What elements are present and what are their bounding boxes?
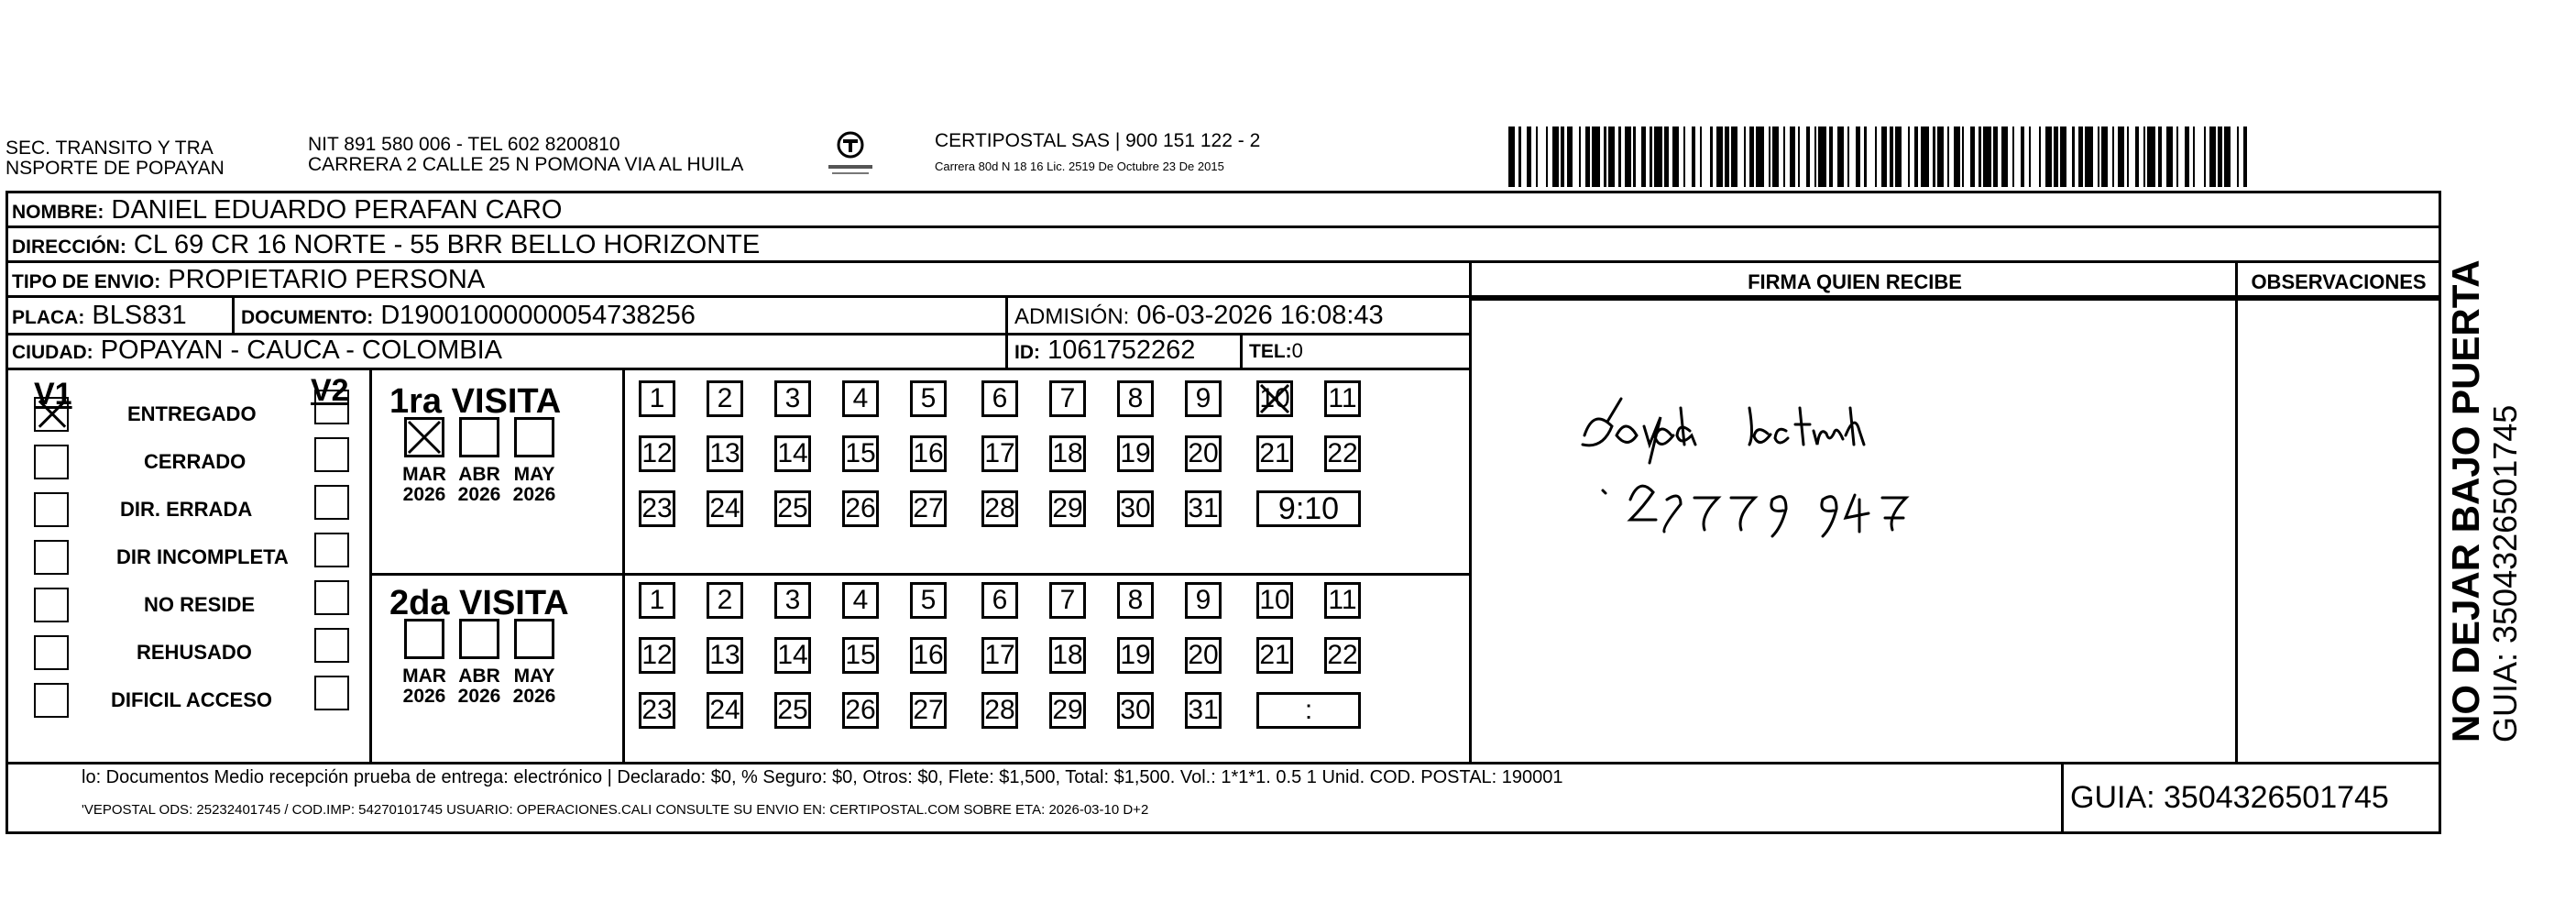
visit1-day-11[interactable] — [1324, 380, 1361, 417]
day-number: 30 — [1120, 695, 1151, 725]
day-number: 5 — [920, 383, 937, 413]
barcode-bar — [1608, 126, 1615, 187]
day-number: 17 — [984, 640, 1015, 670]
visit2-day-17[interactable] — [981, 637, 1018, 674]
sender-line-2: NSPORTE DE POPAYAN — [5, 158, 225, 179]
footer-line-1: lo: Documentos Medio recepción prueba de entrega: electrónico | Declarado: $0, % Seguro: $0, Otros: $0, Flete: $1,500, Total: $1,500. Vol.: 1*1*1. 0.5 1 Unid. COD. POSTAL: 190001 — [82, 767, 1563, 787]
barcode-bar — [2031, 126, 2039, 187]
month-year: 2026 — [402, 686, 446, 707]
visit1-day-24[interactable] — [707, 490, 743, 527]
status-label-cerrado: CERRADO — [144, 450, 247, 473]
direccion-row — [8, 228, 2439, 263]
firma-label: FIRMA QUIEN RECIBE — [1748, 270, 1962, 293]
day-number: 3 — [784, 585, 801, 615]
visit1-day-22[interactable] — [1324, 435, 1361, 472]
tipo-value: PROPIETARIO PERSONA — [168, 265, 486, 294]
visit1-day-28[interactable] — [981, 490, 1018, 527]
barcode — [1508, 126, 2251, 187]
id-value: 1061752262 — [1047, 336, 1196, 365]
v2-checkbox-rehusado[interactable] — [314, 628, 349, 663]
status-label-entregado: ENTREGADO — [127, 402, 257, 425]
barcode-bar — [1895, 126, 1902, 187]
barcode-bar — [2231, 126, 2237, 187]
signature — [1566, 380, 2116, 564]
day-number: 18 — [1052, 438, 1083, 468]
day-number: 26 — [845, 493, 876, 523]
tel-divider — [1240, 333, 1243, 368]
day-number: 12 — [641, 640, 673, 670]
direccion-label: DIRECCIÓN: — [12, 236, 126, 258]
visit2-day-2[interactable] — [707, 582, 743, 619]
ciudad-cell — [12, 335, 502, 368]
day-number: 21 — [1259, 438, 1290, 468]
month-name: MAR — [402, 464, 446, 485]
month-year: 2026 — [512, 686, 556, 707]
month-year: 2026 — [512, 484, 556, 505]
day-number: 31 — [1188, 695, 1219, 725]
barcode-bar — [1921, 126, 1929, 187]
barcode-bar — [2178, 126, 2185, 187]
day-number: 27 — [913, 493, 944, 523]
visit1-day-1[interactable] — [639, 380, 675, 417]
status-label-no-reside: NO RESIDE — [144, 593, 256, 616]
day-number: 29 — [1052, 695, 1083, 725]
v1-checkbox-entregado[interactable] — [34, 397, 69, 432]
barcode-bar — [1867, 126, 1875, 187]
tipo-label: TIPO DE ENVIO: — [12, 271, 161, 292]
visit2-day-31[interactable] — [1185, 692, 1222, 729]
barcode-bar — [1521, 126, 1528, 187]
visit1-day-20[interactable] — [1185, 435, 1222, 472]
day-number: 1 — [649, 383, 665, 413]
v1-checkbox-no-reside[interactable] — [34, 588, 69, 622]
day-number: 12 — [641, 438, 673, 468]
day-number: 10 — [1259, 383, 1290, 413]
barcode-bar — [1731, 126, 1737, 187]
visit1-day-17[interactable] — [981, 435, 1018, 472]
v1-label: V1 — [34, 377, 72, 412]
v2-checkbox-cerrado[interactable] — [314, 437, 349, 472]
footer-line-2: 'VEPOSTAL ODS: 25232401745 / COD.IMP: 54270101745 USUARIO: OPERACIONES.CALI CONSULTE SU ENVIO EN: CERTIPOSTAL.COM SOBRE ETA: 2026-03-10 D+2 — [82, 802, 1149, 818]
day-number: 7 — [1059, 383, 1076, 413]
nombre-row — [8, 193, 2439, 228]
visit2-day-18[interactable] — [1049, 637, 1086, 674]
license-line: Carrera 80d N 18 16 Lic. 2519 De Octubre 23 De 2015 — [935, 160, 1224, 173]
day-number: 29 — [1052, 493, 1083, 523]
visit1-month-label-mar — [397, 465, 452, 505]
day-number: 22 — [1327, 640, 1358, 670]
visit1-month-mar-checkbox[interactable] — [404, 417, 444, 457]
day-number: 2 — [717, 383, 733, 413]
visit2-day-24[interactable] — [707, 692, 743, 729]
v2-label: V2 — [311, 373, 349, 408]
visit2-day-6[interactable] — [981, 582, 1018, 619]
month-name: MAY — [513, 666, 555, 687]
day-number: 16 — [913, 640, 944, 670]
day-number: 20 — [1188, 438, 1219, 468]
barcode-bar — [2045, 126, 2052, 187]
status-label-dificil-acceso: DIFICIL ACCESO — [111, 688, 273, 711]
visit2-day-23[interactable] — [639, 692, 675, 729]
documento-value: D19001000000054738256 — [380, 301, 696, 330]
barcode-bar — [1573, 126, 1579, 187]
visit1-day-4[interactable] — [842, 380, 879, 417]
visit2-day-27[interactable] — [910, 692, 947, 729]
v1-checkbox-rehusado[interactable] — [34, 635, 69, 670]
guia-divider — [2061, 762, 2064, 831]
v1-checkbox-dificil-acceso[interactable] — [34, 683, 69, 718]
barcode-bar — [1902, 126, 1908, 187]
day-number: 15 — [845, 640, 876, 670]
visit1-day-27[interactable] — [910, 490, 947, 527]
barcode-bar — [2101, 126, 2108, 187]
v1-checkbox-dir-incompleta[interactable] — [34, 540, 69, 575]
day-number: 21 — [1259, 640, 1290, 670]
day-number: 31 — [1188, 493, 1219, 523]
visit1-day-2[interactable] — [707, 380, 743, 417]
visit2-day-25[interactable] — [774, 692, 811, 729]
visit1-day-25[interactable] — [774, 490, 811, 527]
day-number: 8 — [1127, 585, 1144, 615]
day-number: 18 — [1052, 640, 1083, 670]
barcode-bar — [2209, 126, 2216, 187]
visit1-day-18[interactable] — [1049, 435, 1086, 472]
barcode-bar — [1567, 126, 1573, 187]
visit-divider — [369, 573, 1469, 576]
day-number: 10 — [1259, 585, 1290, 615]
day-number: 28 — [984, 493, 1015, 523]
visit1-day-31[interactable] — [1185, 490, 1222, 527]
day-number: 27 — [913, 695, 944, 725]
visit2-day-20[interactable] — [1185, 637, 1222, 674]
visit1-day-12[interactable] — [639, 435, 675, 472]
visit1-day-14[interactable] — [774, 435, 811, 472]
barcode-bar — [1800, 126, 1806, 187]
month-year: 2026 — [457, 484, 501, 505]
tel-cell — [1249, 336, 1303, 367]
barcode-bar — [1937, 126, 1944, 187]
visit1-time-field[interactable]: 9:10 — [1256, 490, 1361, 527]
visit2-day-7[interactable] — [1049, 582, 1086, 619]
firma-left-border — [1469, 263, 1472, 762]
admision-label: ADMISIÓN: — [1014, 304, 1130, 329]
visit1-day-10[interactable] — [1256, 380, 1293, 417]
barcode-bar — [2147, 126, 2155, 187]
day-number: 19 — [1120, 438, 1151, 468]
visit2-day-12[interactable] — [639, 637, 675, 674]
visit2-month-label-abr — [452, 666, 507, 707]
visit2-month-may-checkbox[interactable] — [514, 619, 554, 659]
visit1-day-21[interactable] — [1256, 435, 1293, 472]
status-label-rehusado: REHUSADO — [137, 641, 252, 664]
visit2-month-abr-checkbox[interactable] — [459, 619, 499, 659]
day-number: 19 — [1120, 640, 1151, 670]
admision-cell — [1014, 300, 1384, 333]
month-check-icon — [407, 420, 442, 455]
nit-line: NIT 891 580 006 - TEL 602 8200810 — [308, 134, 620, 155]
barcode-bar — [1538, 126, 1546, 187]
ciudad-value: POPAYAN - CAUCA - COLOMBIA — [100, 336, 503, 365]
v2-checkbox-no-reside[interactable] — [314, 580, 349, 615]
admision-value: 06-03-2026 16:08:43 — [1136, 301, 1384, 330]
visit1-day-16[interactable] — [910, 435, 947, 472]
month-year: 2026 — [402, 484, 446, 505]
day-number: 24 — [709, 695, 740, 725]
barcode-bar — [2014, 126, 2021, 187]
day-number: 14 — [777, 640, 808, 670]
v2-checkbox-dir-incompleta[interactable] — [314, 533, 349, 567]
visit2-month-mar-checkbox[interactable] — [404, 619, 444, 659]
day-number: 7 — [1059, 585, 1076, 615]
barcode-bar — [1737, 126, 1744, 187]
day-number: 24 — [709, 493, 740, 523]
visit1-day-5[interactable] — [910, 380, 947, 417]
documento-label: DOCUMENTO: — [241, 307, 374, 328]
visit2-month-label-may — [507, 666, 562, 707]
barcode-bar — [1756, 126, 1764, 187]
month-name: MAY — [513, 464, 555, 485]
visit1-day-7[interactable] — [1049, 380, 1086, 417]
barcode-bar — [2118, 126, 2124, 187]
visit2-time-field[interactable]: : — [1256, 692, 1361, 729]
visit2-day-3[interactable] — [774, 582, 811, 619]
day-number: 11 — [1328, 585, 1357, 615]
id-cell — [1014, 335, 1195, 368]
day-number: 15 — [845, 438, 876, 468]
documento-cell — [241, 300, 696, 334]
side-text — [2445, 192, 2524, 742]
placa-value: BLS831 — [92, 301, 187, 330]
status-label-dir-incompleta: DIR INCOMPLETA — [116, 545, 289, 568]
barcode-bar — [1508, 126, 1515, 187]
barcode-bar — [2247, 126, 2249, 187]
visit1-month-label-may — [507, 465, 562, 505]
footer-line — [8, 762, 2439, 764]
day-number: 16 — [913, 438, 944, 468]
visit2-day-26[interactable] — [842, 692, 879, 729]
visit2-day-19[interactable] — [1117, 637, 1154, 674]
ciudad-label: CIUDAD: — [12, 342, 93, 363]
visit1-day-13[interactable] — [707, 435, 743, 472]
barcode-bar — [1964, 126, 1970, 187]
barcode-bar — [2195, 126, 2203, 187]
observaciones-label: OBSERVACIONES — [2251, 270, 2427, 293]
month-name: ABR — [458, 464, 500, 485]
day-number: 26 — [845, 695, 876, 725]
visit1-day-8[interactable] — [1117, 380, 1154, 417]
delivery-form — [5, 191, 2441, 834]
company-line: CERTIPOSTAL SAS | 900 151 122 - 2 — [935, 130, 1261, 151]
visit1-title: 1ra VISITA — [389, 382, 562, 421]
nombre-value: DANIEL EDUARDO PERAFAN CARO — [111, 195, 563, 225]
barcode-bar — [2129, 126, 2135, 187]
day-number: 14 — [777, 438, 808, 468]
visit1-day-6[interactable] — [981, 380, 1018, 417]
direccion-value: CL 69 CR 16 NORTE - 55 BRR BELLO HORIZONTE — [133, 230, 761, 259]
visit2-day-4[interactable] — [842, 582, 879, 619]
visit1-month-abr-checkbox[interactable] — [459, 417, 499, 457]
day-number: 22 — [1327, 438, 1358, 468]
v2-checkbox-dificil-acceso[interactable] — [314, 676, 349, 710]
visit-left-border — [369, 368, 372, 762]
barcode-bar — [2224, 126, 2231, 187]
placa-divider — [232, 298, 235, 333]
visit2-day-15[interactable] — [842, 637, 879, 674]
visit1-day-26[interactable] — [842, 490, 879, 527]
day-number: 8 — [1127, 383, 1144, 413]
tel-label: TEL: — [1249, 341, 1292, 362]
placa-label: PLACA: — [12, 307, 85, 328]
barcode-bar — [1552, 126, 1559, 187]
day-number: 13 — [709, 438, 740, 468]
barcode-bar — [1702, 126, 1710, 187]
address-line: CARRERA 2 CALLE 25 N POMONA VIA AL HUILA — [308, 154, 744, 175]
barcode-bar — [2066, 126, 2073, 187]
day-number: 9 — [1195, 383, 1211, 413]
day-number: 17 — [984, 438, 1015, 468]
visit2-day-30[interactable] — [1117, 692, 1154, 729]
day-number: 6 — [992, 585, 1008, 615]
barcode-bar — [1818, 126, 1826, 187]
visit2-day-16[interactable] — [910, 637, 947, 674]
day-number: 2 — [717, 585, 733, 615]
visit2-title: 2da VISITA — [389, 584, 569, 622]
barcode-bar — [1625, 126, 1631, 187]
visit2-day-13[interactable] — [707, 637, 743, 674]
status-label-dir-errada: DIR. ERRADA — [120, 498, 253, 521]
day-number: 25 — [777, 493, 808, 523]
side-line-2: GUIA: 3504326501745 — [2486, 404, 2524, 742]
month-name: ABR — [458, 666, 500, 687]
visit2-day-9[interactable] — [1185, 582, 1222, 619]
v2-checkbox-dir-errada[interactable] — [314, 485, 349, 520]
visit-month-divider — [622, 368, 625, 762]
id-label: ID: — [1014, 342, 1040, 363]
barcode-bar — [1881, 126, 1888, 187]
visit2-month-label-mar — [397, 666, 452, 707]
visit1-day-3[interactable] — [774, 380, 811, 417]
visit2-day-1[interactable] — [639, 582, 675, 619]
day-number: 20 — [1188, 640, 1219, 670]
visit2-day-11[interactable] — [1324, 582, 1361, 619]
visit2-day-14[interactable] — [774, 637, 811, 674]
side-line-1: NO DEJAR BAJO PUERTA — [2444, 259, 2487, 742]
barcode-bar — [1672, 126, 1679, 187]
visit2-day-5[interactable] — [910, 582, 947, 619]
observaciones-left-border — [2235, 263, 2238, 762]
visit1-month-label-abr — [452, 465, 507, 505]
barcode-bar — [1849, 126, 1856, 187]
visit1-day-23[interactable] — [639, 490, 675, 527]
day-number: 6 — [992, 383, 1008, 413]
admision-divider — [1005, 298, 1008, 368]
visit2-day-28[interactable] — [981, 692, 1018, 729]
visit2-day-29[interactable] — [1049, 692, 1086, 729]
visit2-day-21[interactable] — [1256, 637, 1293, 674]
nombre-label: NOMBRE: — [12, 202, 104, 223]
day-number: 5 — [920, 585, 937, 615]
barcode-bar — [1772, 126, 1779, 187]
visit2-day-10[interactable] — [1256, 582, 1293, 619]
month-name: MAR — [402, 666, 446, 687]
day-number: 13 — [709, 640, 740, 670]
barcode-bar — [2166, 126, 2173, 187]
visit1-day-15[interactable] — [842, 435, 879, 472]
visit1-day-30[interactable] — [1117, 490, 1154, 527]
day-number: 3 — [784, 383, 801, 413]
v1-checkbox-cerrado[interactable] — [34, 445, 69, 479]
day-number: 4 — [852, 585, 869, 615]
tel-value: 0 — [1291, 339, 1303, 362]
v1-checkbox-dir-errada[interactable] — [34, 492, 69, 527]
barcode-bar — [1592, 126, 1600, 187]
day-number: 9 — [1195, 585, 1211, 615]
barcode-bar — [1685, 126, 1692, 187]
visit1-day-9[interactable] — [1185, 380, 1222, 417]
day-number: 23 — [641, 493, 673, 523]
barcode-bar — [1790, 126, 1796, 187]
day-number: 28 — [984, 695, 1015, 725]
day-number: 25 — [777, 695, 808, 725]
day-number: 30 — [1120, 493, 1151, 523]
tipo-cell — [12, 265, 485, 297]
barcode-bar — [1983, 126, 1991, 187]
barcode-bar — [1954, 126, 1960, 187]
barcode-bar — [2060, 126, 2066, 187]
barcode-bar — [1636, 126, 1642, 187]
visit2-day-22[interactable] — [1324, 637, 1361, 674]
barcode-bar — [1654, 126, 1662, 187]
visit1-day-19[interactable] — [1117, 435, 1154, 472]
visit2-day-8[interactable] — [1117, 582, 1154, 619]
day-number: 23 — [641, 695, 673, 725]
firma-header-line — [1469, 298, 2439, 301]
v2-checkbox-entregado[interactable] — [314, 390, 349, 424]
day-number: 11 — [1328, 383, 1357, 413]
day-number: 1 — [649, 585, 665, 615]
certipostal-logo-icon — [823, 128, 878, 182]
sender-line-1: SEC. TRANSITO Y TRA — [5, 138, 214, 159]
footer-guia: GUIA: 3504326501745 — [2070, 780, 2389, 815]
placa-cell — [12, 300, 187, 334]
barcode-bar — [2085, 126, 2093, 187]
barcode-bar — [1716, 126, 1723, 187]
month-year: 2026 — [457, 686, 501, 707]
barcode-bar — [1837, 126, 1844, 187]
day-number: 4 — [852, 383, 869, 413]
barcode-bar — [2001, 126, 2008, 187]
visit1-day-29[interactable] — [1049, 490, 1086, 527]
visit1-month-may-checkbox[interactable] — [514, 417, 554, 457]
